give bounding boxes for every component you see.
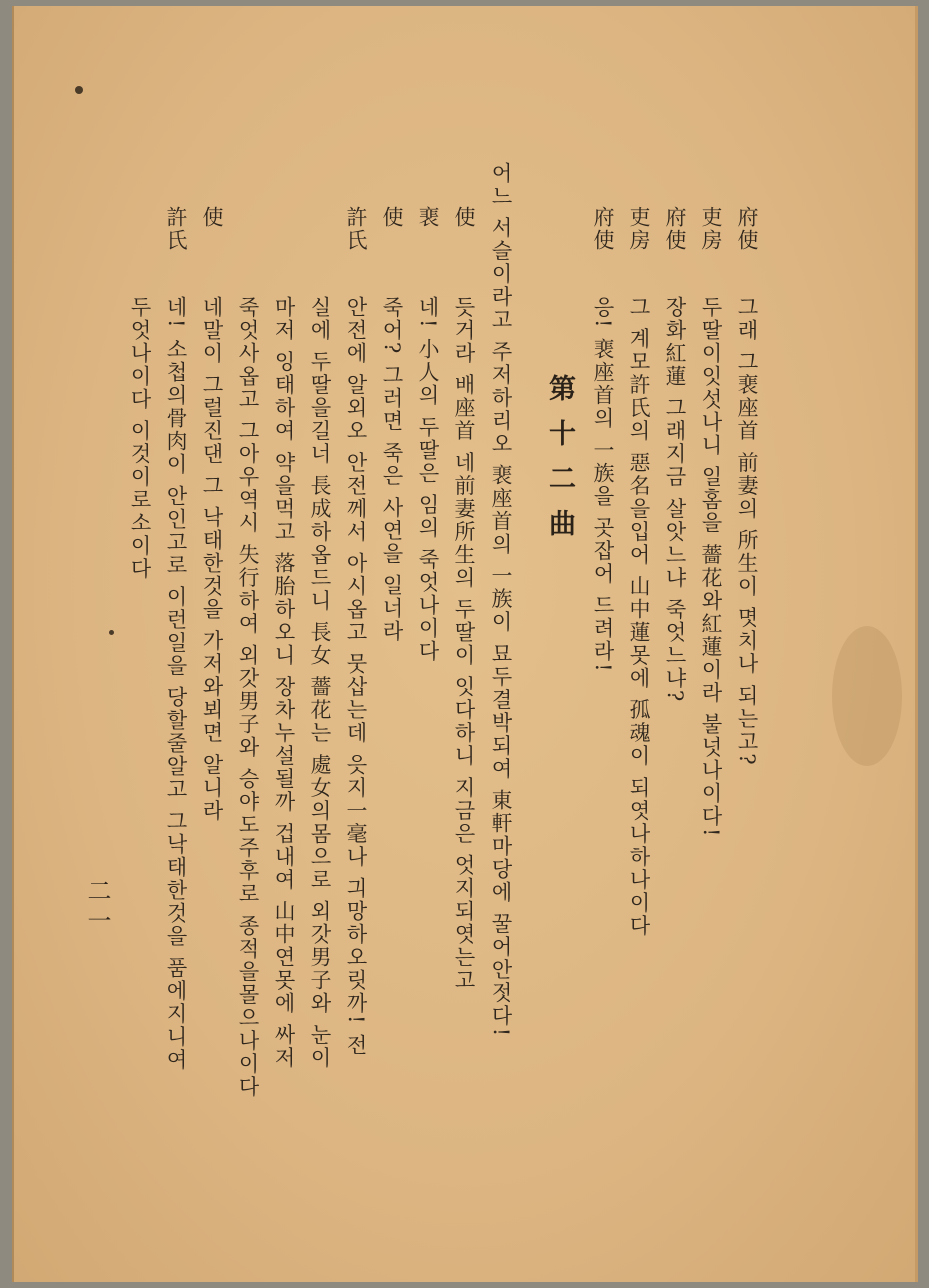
line-text: 그래 그裵座首 前妻의 所生이 몃치나 되는고?	[735, 296, 759, 767]
line-text: 죽어? 그러면 죽은 사연을 일너라	[380, 296, 404, 643]
line-text: 네말이 그럴진댄 그 낙태한것을 가저와뵈면 알니라	[200, 296, 224, 823]
speaker-label: 府使	[735, 206, 759, 252]
speaker-label: 裵	[416, 206, 440, 229]
speaker-label: 使	[380, 206, 404, 229]
line-text: 두엇나이다 이것이로소이다	[128, 296, 152, 581]
line-text: 응! 裵座首의 一族을 곳잡어 드려라!	[591, 296, 615, 674]
speaker-label: 使	[452, 206, 476, 229]
ink-spot	[109, 630, 114, 635]
line-text: 그 계모許氏의 惡名을입어 山中蓮못에 孤魂이 되엿나하나이다	[627, 296, 651, 938]
line-text: 두딸이잇섯나니 일홈을 薔花와紅蓮이라 불넛나이다!	[699, 296, 723, 839]
speaker-label: 許氏	[344, 206, 368, 252]
speaker-label: 吏房	[627, 206, 651, 252]
line-text: 안전에 알외오 안전께서 아시옵고 뭇삽는데 읏지一毫나 긔망하오릿까! 전	[344, 296, 368, 1058]
stage-direction: 어느 서슬이라고 주저하리오 裵座首의 一族이 묘두결박되여 東軒마당에 꿀어안젓다!	[489, 162, 513, 1039]
line-text: 마저 잉태하여 약을먹고 落胎하오니 장차누설될까 겁내여 山中연못에 싸저	[272, 296, 296, 1070]
line-text: 듯거라 배座首 네前妻所生의 두딸이 잇다하니 지금은 엇지되엿는고	[452, 296, 476, 993]
speaker-label: 府使	[591, 206, 615, 252]
line-text: 장화紅蓮 그래지금 살앗느냐 죽엇느냐?	[663, 296, 687, 704]
speaker-label: 府使	[663, 206, 687, 252]
speaker-label: 吏房	[699, 206, 723, 252]
line-text: 네! 소첩의骨肉이 안인고로 이런일을 당할줄알고 그낙태한것을 품에지니여	[164, 296, 188, 1072]
line-text: 실에 두딸을길너 長成하옵드니 長女 薔花는 處女의몸으로 외갓男子와 눈이	[308, 296, 332, 1070]
chapter-title: 第十二曲	[544, 374, 575, 554]
book-page	[12, 6, 918, 1282]
page-number: 二一	[83, 878, 111, 938]
speaker-label: 使	[200, 206, 224, 229]
ink-spot	[75, 86, 83, 94]
speaker-label: 許氏	[164, 206, 188, 252]
line-text: 죽엇사옵고 그아우역시 失行하여 외갓男子와 승야도주후로 종적을몰으나이다	[236, 296, 260, 1099]
line-text: 네! 小人의 두딸은 임의 죽엇나이다	[416, 296, 440, 664]
paper-stain	[832, 626, 902, 766]
